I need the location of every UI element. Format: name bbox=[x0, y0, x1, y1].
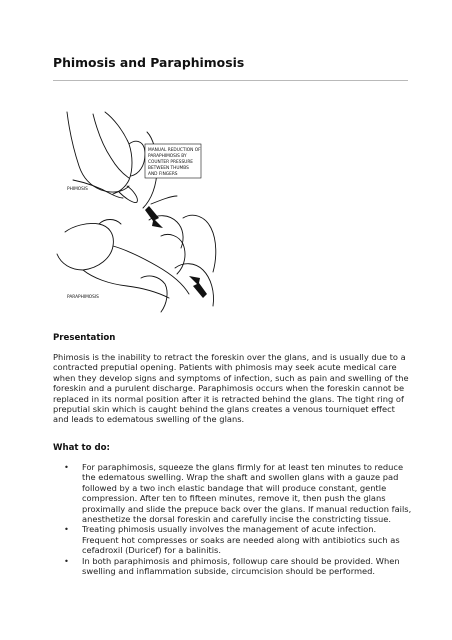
paraphimosis-glans bbox=[57, 223, 113, 270]
what-to-do-heading: What to do: bbox=[53, 443, 110, 453]
list-item-text: For paraphimosis, squeeze the glans firmly for at least ten minutes to reduce the edematous swelling. Wrap the shaft and swollen glans with a gauze pad followed by a two inch elastic bandage that will produce constant, gentle compression. After ten to fifteen minutes, remove it, then push the glans proximally and slide the prepuce back over the glans. If manual reduction fails, anesthetize the dorsal foreskin and carefully incise the constricting tissue. bbox=[82, 462, 412, 525]
bullet-icon: • bbox=[64, 524, 69, 535]
paraphimosis-ring bbox=[99, 220, 121, 225]
top-hand-palm bbox=[105, 112, 132, 194]
what-to-do-list bbox=[53, 462, 413, 576]
medical-illustration bbox=[53, 108, 233, 320]
paraphimosis-underside bbox=[83, 270, 169, 298]
list-item bbox=[53, 556, 413, 577]
document-title: Phimosis and Paraphimosis bbox=[53, 55, 245, 70]
bullet-icon: • bbox=[64, 555, 69, 566]
pressure-arrows bbox=[145, 206, 207, 298]
caption-line-5: AND FINGERS bbox=[148, 172, 178, 177]
phimosis-tip bbox=[119, 186, 137, 203]
caption-line-4: BETWEEN THUMBS bbox=[148, 166, 189, 171]
list-item-text: In both paraphimosis and phimosis, followup care should be provided. When swelling and inflammation subside, circumcision should be performed. bbox=[82, 555, 400, 577]
label-phimosis: PHIMOSIS bbox=[67, 187, 88, 192]
caption-line-1: MANUAL REDUCTION OF bbox=[148, 148, 201, 153]
list-item-text: Treating phimosis usually involves the management of acute infection. Frequent hot compresses or soaks are needed along with antibiotics such as cefadroxil (Duricef) for a balinitis. bbox=[82, 524, 400, 556]
list-item bbox=[53, 524, 413, 555]
right-hand-knuckles bbox=[151, 196, 177, 204]
middle-hand bbox=[161, 234, 185, 274]
lower-thumb bbox=[141, 276, 167, 312]
list-item bbox=[53, 462, 413, 524]
top-hand-outline bbox=[67, 112, 129, 192]
title-divider bbox=[53, 80, 408, 81]
top-hand-finger bbox=[93, 114, 129, 178]
caption-line-3: COUNTER PRESSURE bbox=[148, 160, 194, 165]
lower-arrow-icon bbox=[189, 276, 207, 298]
bullet-icon: • bbox=[64, 462, 69, 472]
caption-line-2: PARAPHIMOSIS BY bbox=[148, 154, 187, 159]
presentation-heading: Presentation bbox=[53, 333, 116, 343]
upper-arrow-icon bbox=[145, 206, 163, 228]
illustration-svg bbox=[53, 108, 233, 320]
presentation-text: Phimosis is the inability to retract the foreskin over the glans, and is usually due to a contracted preputial opening. Patients with phimosis may seek acute medical care when they develop signs and symptoms of infection, such as pain and swelling of the foreskin and a purulent discharge. Paraphimosis occurs when the foreskin cannot be replaced in its normal position after it is retracted behind the glans. The tight ring of preputial skin which is caught behind the glans creates a venous tourniquet effect and leads to edematous swelling of the glans. bbox=[53, 352, 409, 425]
label-paraphimosis: PARAPHIMOSIS bbox=[67, 295, 99, 300]
paraphimosis-shaft bbox=[113, 246, 189, 294]
